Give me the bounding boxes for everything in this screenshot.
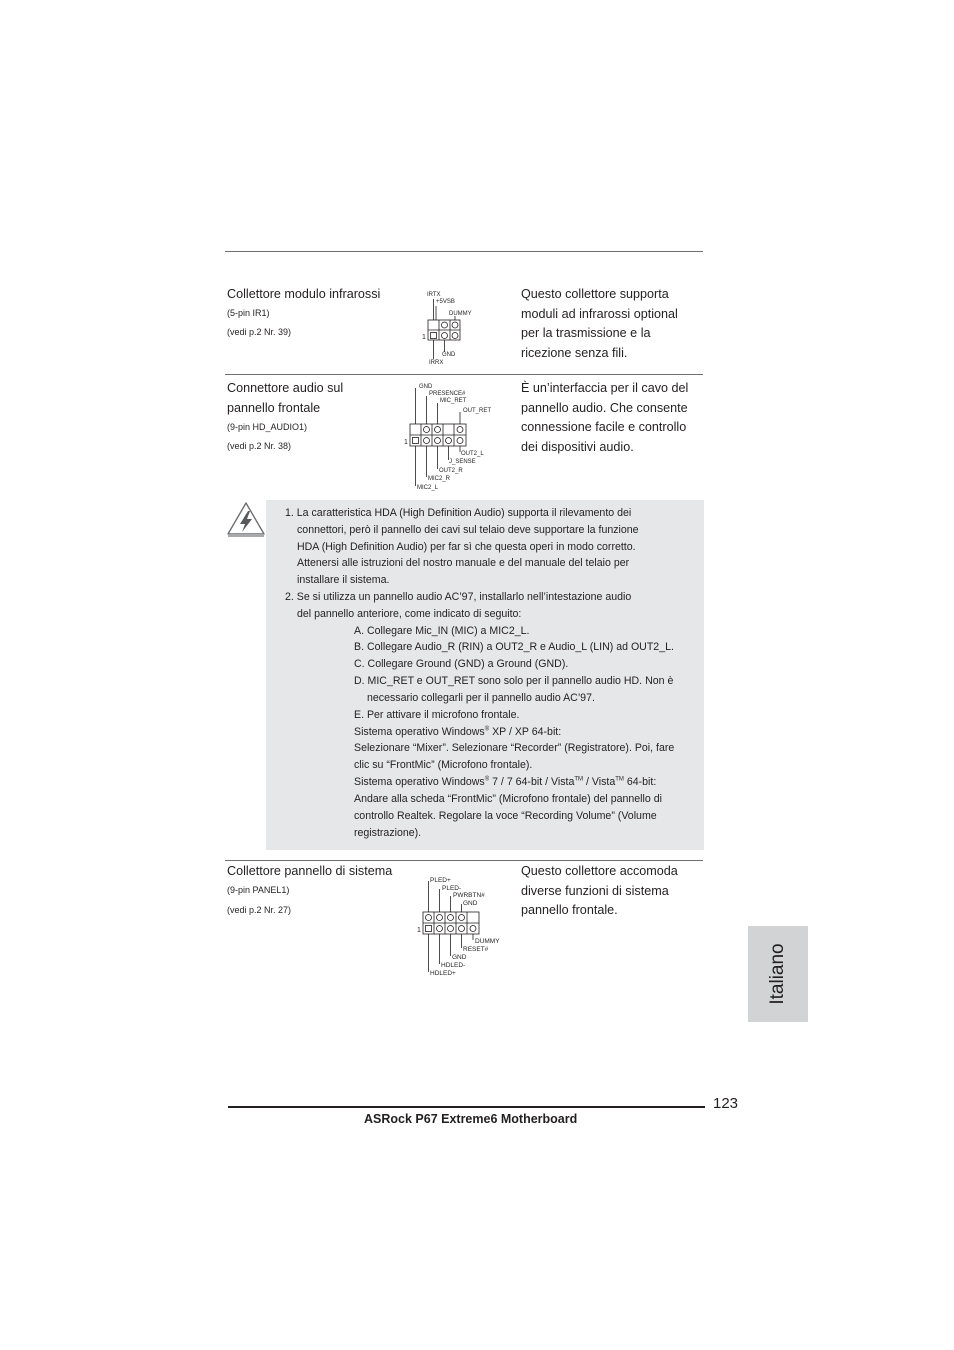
note-line: E. Per attivare il microfono frontale. <box>354 709 520 721</box>
note-line: del pannello anteriore, come indicato di seguito: <box>297 608 522 620</box>
audio-page-ref: (vedi p.2 Nr. 38) <box>227 441 292 451</box>
note-line: necessario collegarli per il pannello audio AC’97. <box>367 692 595 704</box>
panel-pin-count: (9-pin PANEL1) <box>227 885 290 895</box>
note-line: controllo Realtek. Regolare la voce “Recording Volume” (Volume <box>354 810 657 822</box>
audio-label-out-ret: OUT_RET <box>463 408 492 414</box>
panel-description: Questo collettore accomoda diverse funzioni di sistema pannello frontale. <box>521 864 678 917</box>
audio-label-out2-l: OUT2_L <box>461 451 484 457</box>
panel-label-pin1: 1 <box>417 927 421 934</box>
ir-label-gnd: GND <box>442 352 456 358</box>
section-rule-1 <box>225 374 703 375</box>
page-number: 123 <box>713 1095 739 1112</box>
ir-pin-count: (5-pin IR1) <box>227 308 270 318</box>
panel-label-pled-plus: PLED+ <box>430 877 451 884</box>
panel-label-hdled-plus: HDLED+ <box>430 970 456 977</box>
note-line: A. Collegare Mic_IN (MIC) a MIC2_L. <box>354 625 530 637</box>
panel-label-dummy: DUMMY <box>475 938 500 945</box>
audio-label-mic2-r: MIC2_R <box>428 476 451 482</box>
note-line: D. MIC_RET e OUT_RET sono solo per il pannello audio HD. Non è <box>354 675 674 687</box>
ir-label-irrx: IRRX <box>429 360 444 366</box>
audio-label-out2-r: OUT2_R <box>439 468 463 474</box>
audio-label-presence: PRESENCE# <box>429 391 466 397</box>
note-line: clic su “FrontMic” (Microfono frontale). <box>354 759 533 771</box>
note-line: C. Collegare Ground (GND) a Ground (GND). <box>354 658 569 670</box>
panel-label-gnd-top: GND <box>463 900 478 907</box>
audio-label-mic2-l: MIC2_L <box>417 485 439 491</box>
ir-description: Questo collettore supporta moduli ad infrarossi optional per la trasmissione e la ricezione senza fili. <box>521 287 678 360</box>
panel-label-hdled-minus: HDLED- <box>441 962 466 969</box>
ir-page-ref: (vedi p.2 Nr. 39) <box>227 327 292 337</box>
panel-label-pled-minus: PLED- <box>442 885 462 892</box>
audio-label-pin1: 1 <box>404 439 408 446</box>
footer-rule <box>228 1106 705 1108</box>
audio-label-mic-ret: MIC_RET <box>440 398 467 404</box>
ir-label-pin1: 1 <box>422 334 426 341</box>
note-line: registrazione). <box>354 827 422 839</box>
note-line: connettori, però il pannello dei cavi sul telaio deve supportare la funzione <box>297 524 639 536</box>
warning-icon <box>225 499 267 539</box>
note-line: Attenersi alle istruzioni del nostro manuale e del manuale del telaio per <box>297 557 630 569</box>
panel-label-reset: RESET# <box>463 946 489 953</box>
audio-pin-count: (9-pin HD_AUDIO1) <box>227 422 308 432</box>
note-line: installare il sistema. <box>297 574 390 586</box>
language-tab-label: Italiano <box>767 943 788 1005</box>
footer-product: ASRock P67 Extreme6 Motherboard <box>364 1112 578 1126</box>
note-line: Sistema operativo Windows® XP / XP 64-bit: <box>354 726 562 738</box>
panel-label-gnd-bottom: GND <box>452 954 467 961</box>
note-line: 2. Se si utilizza un pannello audio AC’97, installarlo nell’intestazione audio <box>285 591 632 603</box>
note-line: B. Collegare Audio_R (RIN) a OUT2_R e Audio_L (LIN) ad OUT2_L. <box>354 641 674 653</box>
note-line: Andare alla scheda “FrontMic” (Microfono frontale) del pannello di <box>354 793 662 805</box>
language-tab <box>748 926 808 1022</box>
note-line: 1. La caratteristica HDA (High Definition Audio) supporta il rilevamento dei <box>285 507 632 519</box>
note-line: Selezionare “Mixer”. Selezionare “Recorder” (Registratore). Poi, fare <box>354 742 675 754</box>
section-rule-2 <box>225 860 703 861</box>
panel-pin-diagram <box>415 872 505 978</box>
ir-label-irtx: IRTX <box>427 292 441 298</box>
panel-label-pwrbtn: PWRBTN# <box>453 892 485 899</box>
audio-label-gnd: GND <box>419 384 433 390</box>
ir-label-5vsb: +5VSB <box>436 299 455 305</box>
note-line: Sistema operativo Windows® 7 / 7 64-bit / Vista™ / Vista™ 64-bit: <box>354 776 657 788</box>
top-rule <box>225 251 703 252</box>
panel-page-ref: (vedi p.2 Nr. 27) <box>227 905 292 915</box>
audio-description: È un’interfaccia per il cavo del pannello audio. Che consente connessione facile e controllo dei dispositivi audio. <box>521 381 689 454</box>
panel-title: Collettore pannello di sistema <box>227 864 393 878</box>
audio-pin-diagram <box>402 380 502 492</box>
ir-label-dummy: DUMMY <box>449 311 472 317</box>
note-line: HDA (High Definition Audio) per far sì che questa operi in modo corretto. <box>297 541 636 553</box>
ir-title: Collettore modulo infrarossi <box>227 287 381 301</box>
ir-pin-diagram <box>418 286 508 368</box>
audio-label-j-sense: J_SENSE <box>449 459 476 465</box>
audio-title: Connettore audio sul pannello frontale <box>227 381 344 415</box>
